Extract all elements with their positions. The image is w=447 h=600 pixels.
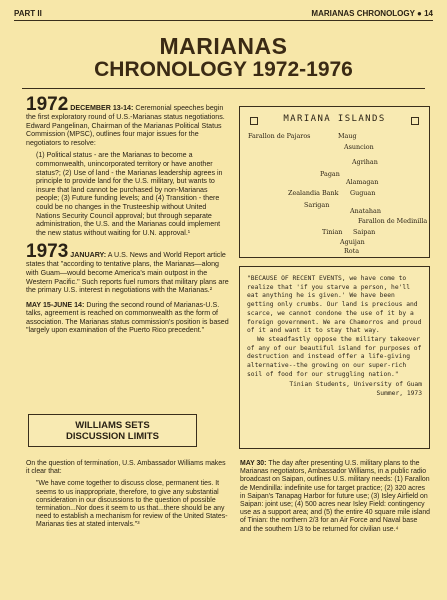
quote-paragraph-1: "BECAUSE OF RECENT EVENTS, we have come to realize that 'if you starve a person, he'll eat anything he is given.' We have been getting only crumbs. Our land is precious and scarce, we cannot condone the use of it by a foreign government. We are Chamorros and proud of it and want it to stay that way.	[247, 275, 422, 335]
header-rule	[14, 20, 433, 21]
paragraph-may-june: During the second round of Marianas-U.S. talks, agreement is reached on commonwealth as the form of association. The Marianas status commission's position is based "largely upon examination of the Puerto Rico precedent."	[26, 300, 229, 335]
quote-attribution-1: Tinian Students, University of Guam	[289, 381, 422, 389]
date-dec-13-14: DECEMBER 13-14:	[70, 104, 134, 112]
island-label: Sarigan	[304, 201, 330, 209]
paragraph-may-30: The day after presenting U.S. military plans to the Marianas negotiators, Ambassador Williams, in a public radio broadcast on Saipan, outlines U.S. military needs: (1) Farallon de Mendinilla: indefinite use for target practice; (2) 320 acres in Saipan's Tanapag Harbor for future use; (3) Isley Airfield on Saipan: joint use; (4) 500 acres near Isley Field: contingency use as a support area; and (5) the entire 40 square mile island of Tinian: the northern 2/3 for an Air Force and Naval base and the southern 1/3 to be returned for civilian use.⁴	[240, 460, 430, 533]
paragraph-january: A U.S. News and World Report article states that "according to tentative plans, the Marianas—along with Guam—would become America's main outpost in the Western Pacific." Such reports fuel rumors that military plans are the primary U.S. interest in negotiations with the Marianas.²	[26, 251, 229, 295]
title-rule	[22, 88, 425, 89]
williams-quote: "We have come together to discuss close, permanent ties. It seems to us inappropriate, therefore, to give any substantial consideration in our discussions to the question of possible termination...Nor does it seem to us that...there should be any need to establish a mechanism for review of the United States-Marianas ties at stated intervals."³	[36, 480, 228, 529]
header-section: MARIANAS CHRONOLOGY ● 14	[311, 8, 433, 18]
island-label: Asuncion	[344, 143, 374, 151]
island-label: Aguijan	[340, 238, 365, 246]
williams-intro: On the question of termination, U.S. Ambassador Williams makes it clear that:	[26, 460, 226, 476]
paragraph-1972: Ceremonial speeches begin the first exploratory round of U.S.-Marianas status negotiations. Edward Pangelinan, Chairman of the Marianas Political Status Commission (MPSC), outlines four major issues for the negotiators to resolve:	[26, 104, 225, 147]
map-title: MARIANA ISLANDS	[283, 114, 386, 124]
quote-paragraph-2: We steadfastly oppose the military takeover of any of our beautiful island for purposes of destruction and instead offer a life-giving alternative--the growing on our super-rich soil of food for our struggling nation."	[247, 335, 422, 378]
island-label: Anatahan	[350, 207, 381, 215]
date-january: JANUARY:	[70, 251, 107, 260]
island-label: Pagan	[320, 170, 340, 178]
page-title-line1: MARIANAS	[159, 33, 288, 59]
williams-heading-line2: DISCUSSION LIMITS	[66, 431, 159, 442]
island-label: Agrihan	[352, 158, 378, 166]
williams-heading-line1: WILLIAMS SETS	[75, 420, 150, 431]
williams-heading-box	[28, 414, 197, 447]
date-may-june: MAY 15-JUNE 14:	[26, 300, 85, 309]
date-may-30: MAY 30:	[240, 460, 267, 467]
island-label: Zealandia Bank	[288, 189, 339, 197]
island-label: Guguan	[350, 189, 376, 197]
island-label: Maug	[338, 132, 357, 140]
header-part: PART II	[14, 8, 42, 18]
page-title-line2: CHRONOLOGY 1972-1976	[94, 58, 353, 81]
island-label: Farallon de Pajaros	[248, 132, 311, 140]
left-column	[26, 96, 231, 339]
page-header	[14, 6, 433, 20]
island-label: Rota	[344, 247, 360, 255]
quote-text	[247, 275, 422, 399]
year-1973: 1973	[26, 241, 69, 263]
quote-attribution-2: Summer, 1973	[376, 390, 422, 398]
island-label: Alamagan	[346, 178, 379, 186]
map-box	[239, 106, 430, 258]
island-label: Saipan	[353, 228, 376, 236]
island-label: Farallon de Medinilla	[358, 217, 428, 225]
bottom-left-column	[26, 460, 228, 534]
year-1972: 1972	[26, 94, 69, 115]
bottom-right-column	[240, 460, 430, 538]
quote-box	[239, 266, 430, 449]
island-label: Tinian	[322, 228, 343, 236]
paragraph-issues: (1) Political status - are the Marianas to become a commonwealth, unincorporated territory or have another status?; (2) Use of land - the Marianas leadership agrees in principle to provide land for the U.S. military, but wants to insure that land cannot be purchased by non-Marianas people; (3) Future funding levels; and (4) Transition - there could be no changes in the Trusteeship without United Nations Security Council approval; but through separate administration, the U.S. and the Marianas could implement the new status without waiting for U.N. approval.¹	[36, 151, 223, 237]
